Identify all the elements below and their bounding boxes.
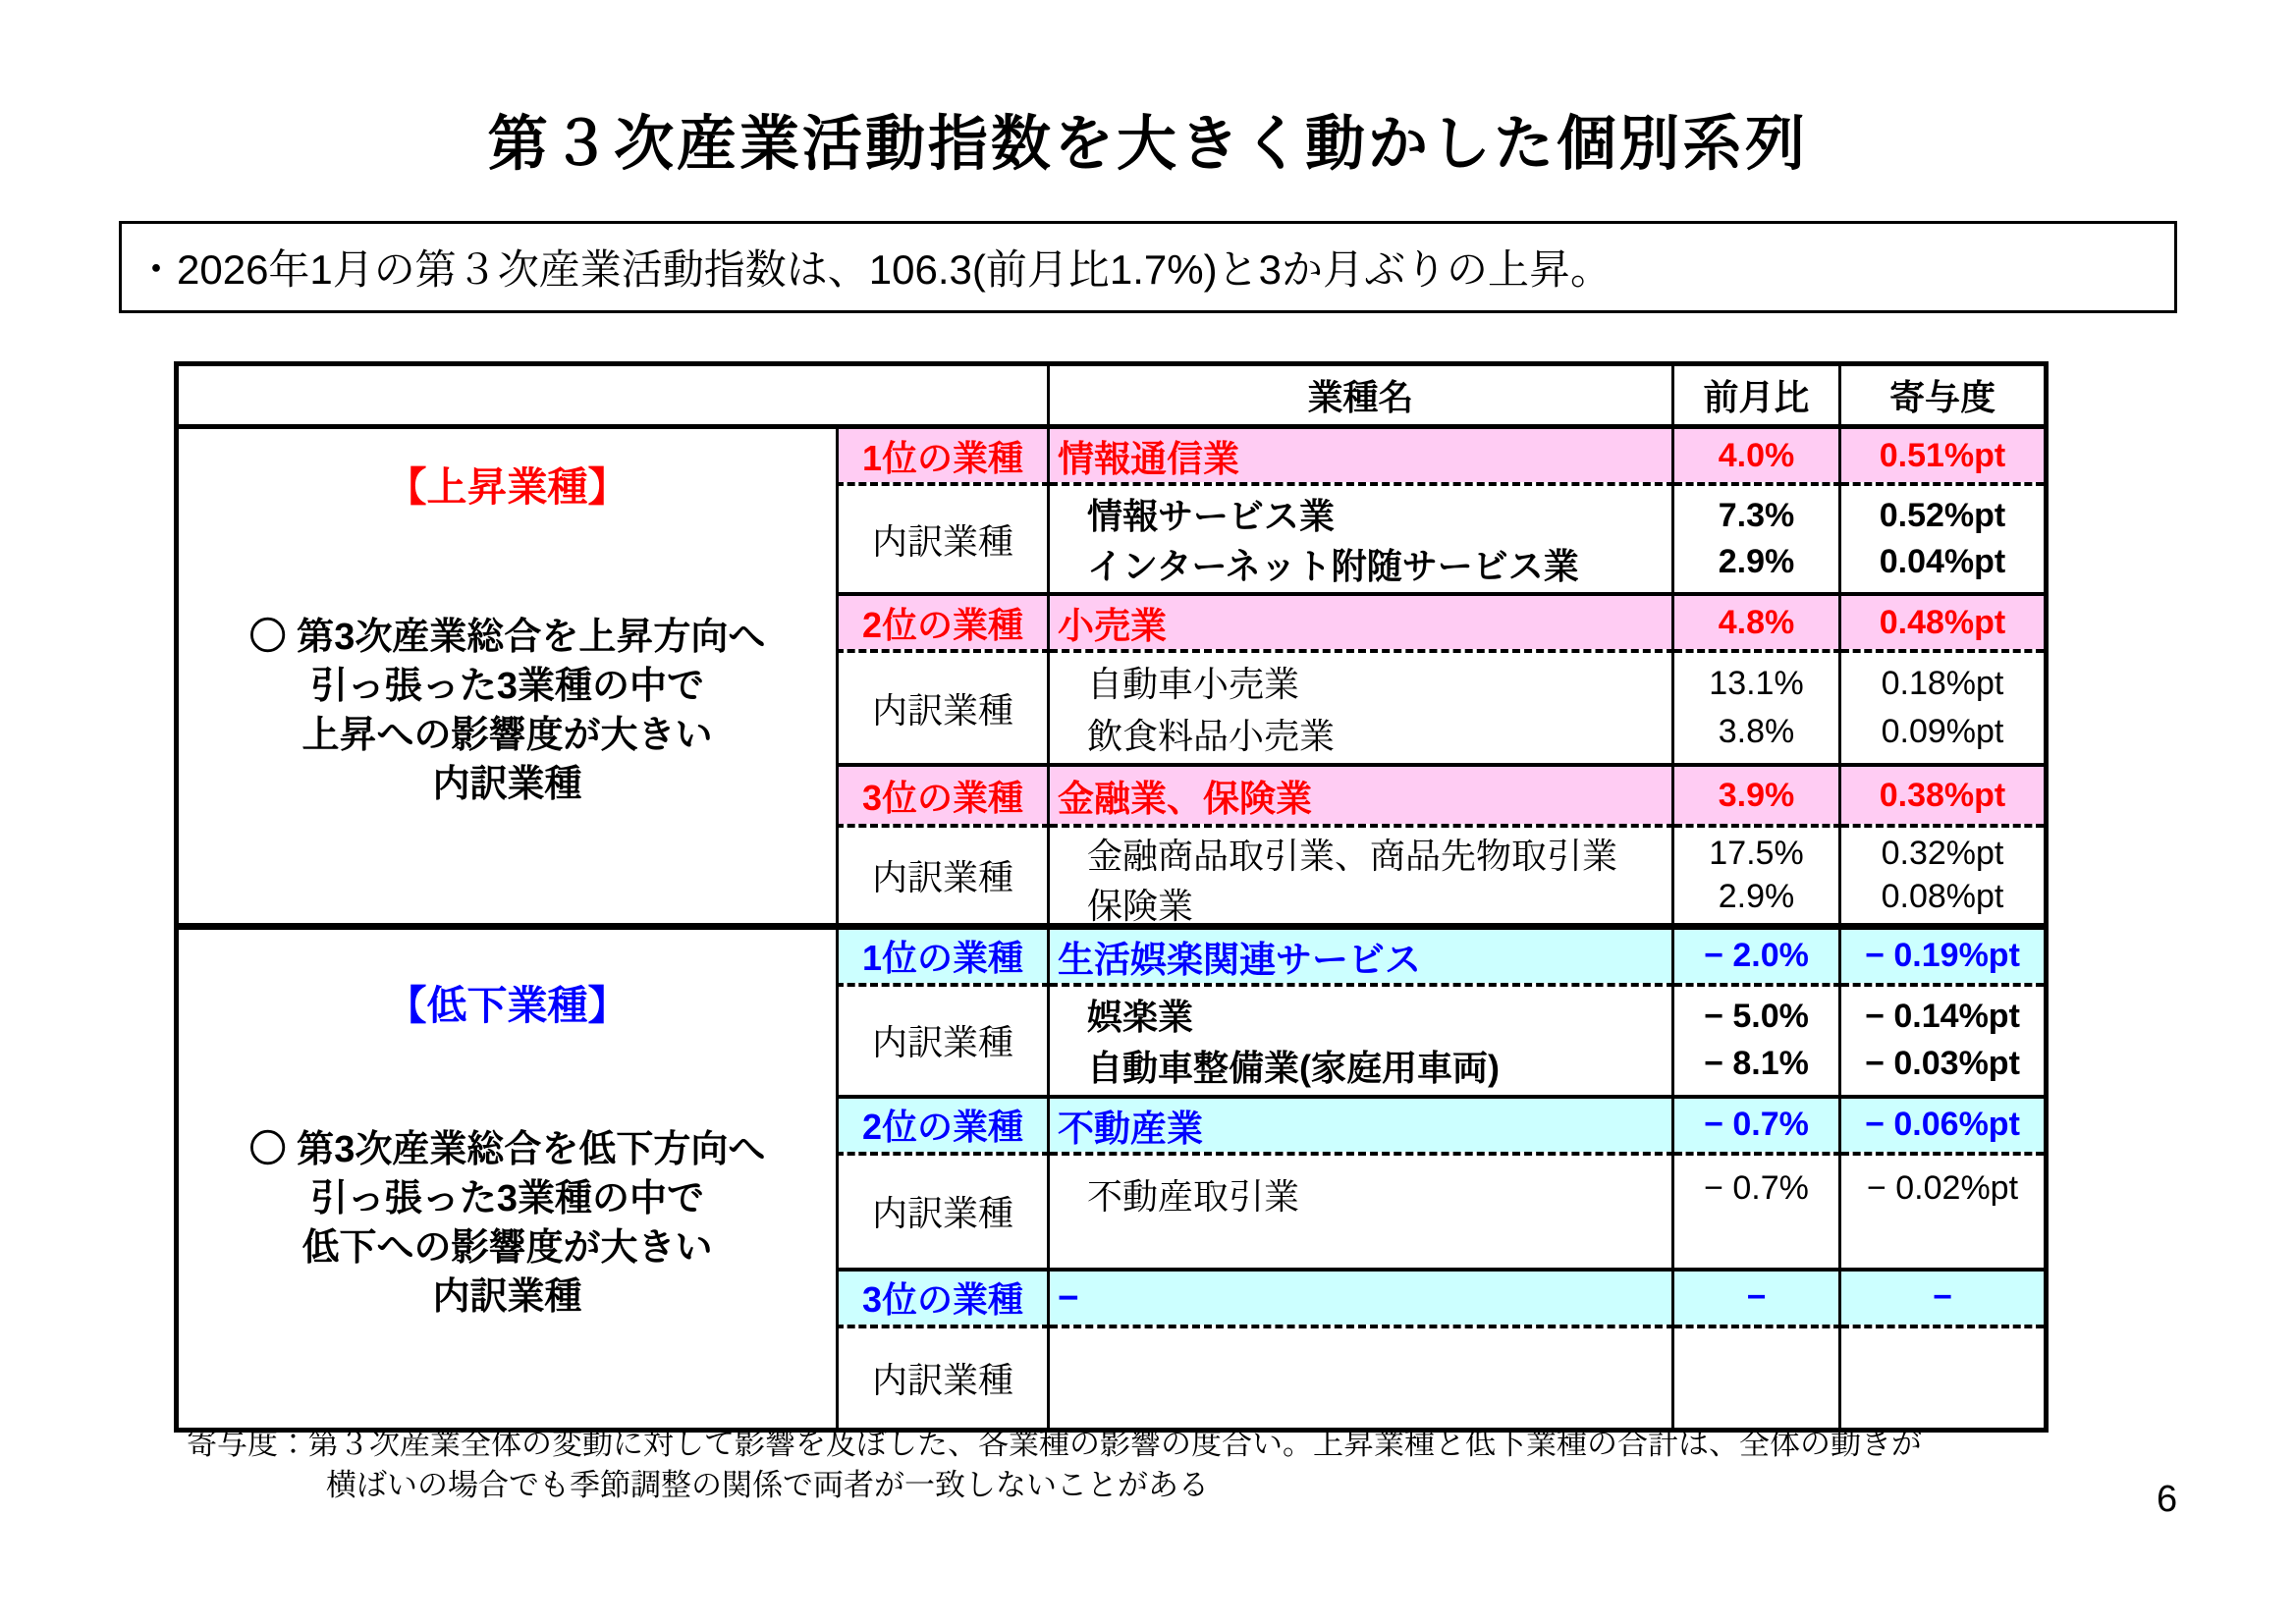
down-rank1-row (177, 926, 2047, 985)
down-rank1-contribution: − 0.19%pt (1840, 926, 2047, 985)
down-rank2-mom: − 0.7% (1673, 1097, 1840, 1154)
up-rank2-label: 2位の業種 (838, 594, 1049, 651)
up-section-cell (177, 427, 838, 927)
breakdown-contributions: − 0.14%pt − 0.03%pt (1840, 985, 2047, 1097)
breakdown-label-cell: 内訳業種 (838, 651, 1049, 765)
breakdown-moms-empty (1673, 1326, 1840, 1431)
breakdown-moms: 17.5% 2.9% (1673, 826, 1840, 926)
down-rank1-label: 1位の業種 (838, 926, 1049, 985)
breakdown-contributions: 0.18%pt 0.09%pt (1840, 651, 2047, 765)
up-section-description: 〇 第3次産業総合を上昇方向へ 引っ張った3業種の中で 上昇への影響度が大きい 内訳業種 (248, 616, 766, 805)
up-rank3-industry: 金融業、保険業 (1049, 765, 1673, 826)
up-rank3-mom: 3.9% (1673, 765, 1840, 826)
down-section-label: 【低下業種】 (386, 982, 629, 1028)
col-header-mom: 前月比 (1673, 364, 1840, 427)
breakdown-label-cell: 内訳業種 (838, 826, 1049, 926)
up-rank1-row (177, 427, 2047, 485)
up-rank1-contribution: 0.51%pt (1840, 427, 2047, 485)
col-header-contribution: 寄与度 (1840, 364, 2047, 427)
page-title: 第３次産業活動指数を大きく動かした個別系列 (487, 110, 1808, 177)
down-section-description: 〇 第3次産業総合を低下方向へ 引っ張った3業種の中で 低下への影響度が大きい 内訳業種 (248, 1129, 766, 1318)
breakdown-names: 金融商品取引業、商品先物取引業 保険業 (1049, 826, 1673, 926)
summary-text: ・2026年1月の第３次産業活動指数は、106.3(前月比1.7%)と3か月ぶりの上昇。 (136, 246, 1612, 293)
down-rank3-contribution: − (1840, 1270, 2047, 1326)
breakdown-moms: − 0.7% (1673, 1154, 1840, 1270)
header-blank-cell (177, 364, 1049, 427)
breakdown-moms: 7.3% 2.9% (1673, 484, 1840, 594)
page-number: 6 (2157, 1479, 2178, 1520)
industry-table-wrapper (174, 361, 2049, 1433)
breakdown-contributions: 0.32%pt 0.08%pt (1840, 826, 2047, 926)
footnote (187, 1424, 1922, 1506)
up-section-label: 【上昇業種】 (386, 464, 629, 510)
col-header-industry: 業種名 (1049, 364, 1673, 427)
breakdown-label-cell: 内訳業種 (838, 484, 1049, 594)
down-rank3-industry: − (1049, 1270, 1673, 1326)
footnote-line2: 横ばいの場合でも季節調整の関係で両者が一致しないことがある (326, 1468, 1209, 1502)
up-rank3-contribution: 0.38%pt (1840, 765, 2047, 826)
breakdown-names: 娯楽業 自動車整備業(家庭用車両) (1049, 985, 1673, 1097)
breakdown-label-cell: 内訳業種 (838, 1326, 1049, 1431)
breakdown-names-empty (1049, 1326, 1673, 1431)
breakdown-contributions-empty (1840, 1326, 2047, 1431)
breakdown-contributions: − 0.02%pt (1840, 1154, 2047, 1270)
breakdown-names: 自動車小売業 飲食料品小売業 (1049, 651, 1673, 765)
industry-table (174, 361, 2049, 1433)
breakdown-moms: 13.1% 3.8% (1673, 651, 1840, 765)
up-rank2-mom: 4.8% (1673, 594, 1840, 651)
down-section-cell (177, 926, 838, 1431)
table-header-row (177, 364, 2047, 427)
down-rank1-mom: − 2.0% (1673, 926, 1840, 985)
summary-box (119, 221, 2177, 313)
down-rank2-industry: 不動産業 (1049, 1097, 1673, 1154)
down-rank2-contribution: − 0.06%pt (1840, 1097, 2047, 1154)
down-rank3-label: 3位の業種 (838, 1270, 1049, 1326)
footnote-label: 寄与度： (187, 1427, 308, 1461)
up-rank3-label: 3位の業種 (838, 765, 1049, 826)
breakdown-label-cell: 内訳業種 (838, 1154, 1049, 1270)
down-rank3-mom: − (1673, 1270, 1840, 1326)
footnote-line1: 寄与度：第３次産業全体の変動に対して影響を及ぼした、各業種の影響の度合い。上昇業種と低下業種の合計は、全体の動きが (187, 1427, 1922, 1461)
down-rank1-industry: 生活娯楽関連サービス (1049, 926, 1673, 985)
up-rank1-mom: 4.0% (1673, 427, 1840, 485)
up-rank1-industry: 情報通信業 (1049, 427, 1673, 485)
up-rank2-industry: 小売業 (1049, 594, 1673, 651)
breakdown-names: 情報サービス業 インターネット附随サービス業 (1049, 484, 1673, 594)
breakdown-names: 不動産取引業 (1049, 1154, 1673, 1270)
up-rank2-contribution: 0.48%pt (1840, 594, 2047, 651)
up-rank1-label: 1位の業種 (838, 427, 1049, 485)
breakdown-label-cell: 内訳業種 (838, 985, 1049, 1097)
down-rank2-label: 2位の業種 (838, 1097, 1049, 1154)
breakdown-moms: − 5.0% − 8.1% (1673, 985, 1840, 1097)
breakdown-contributions: 0.52%pt 0.04%pt (1840, 484, 2047, 594)
